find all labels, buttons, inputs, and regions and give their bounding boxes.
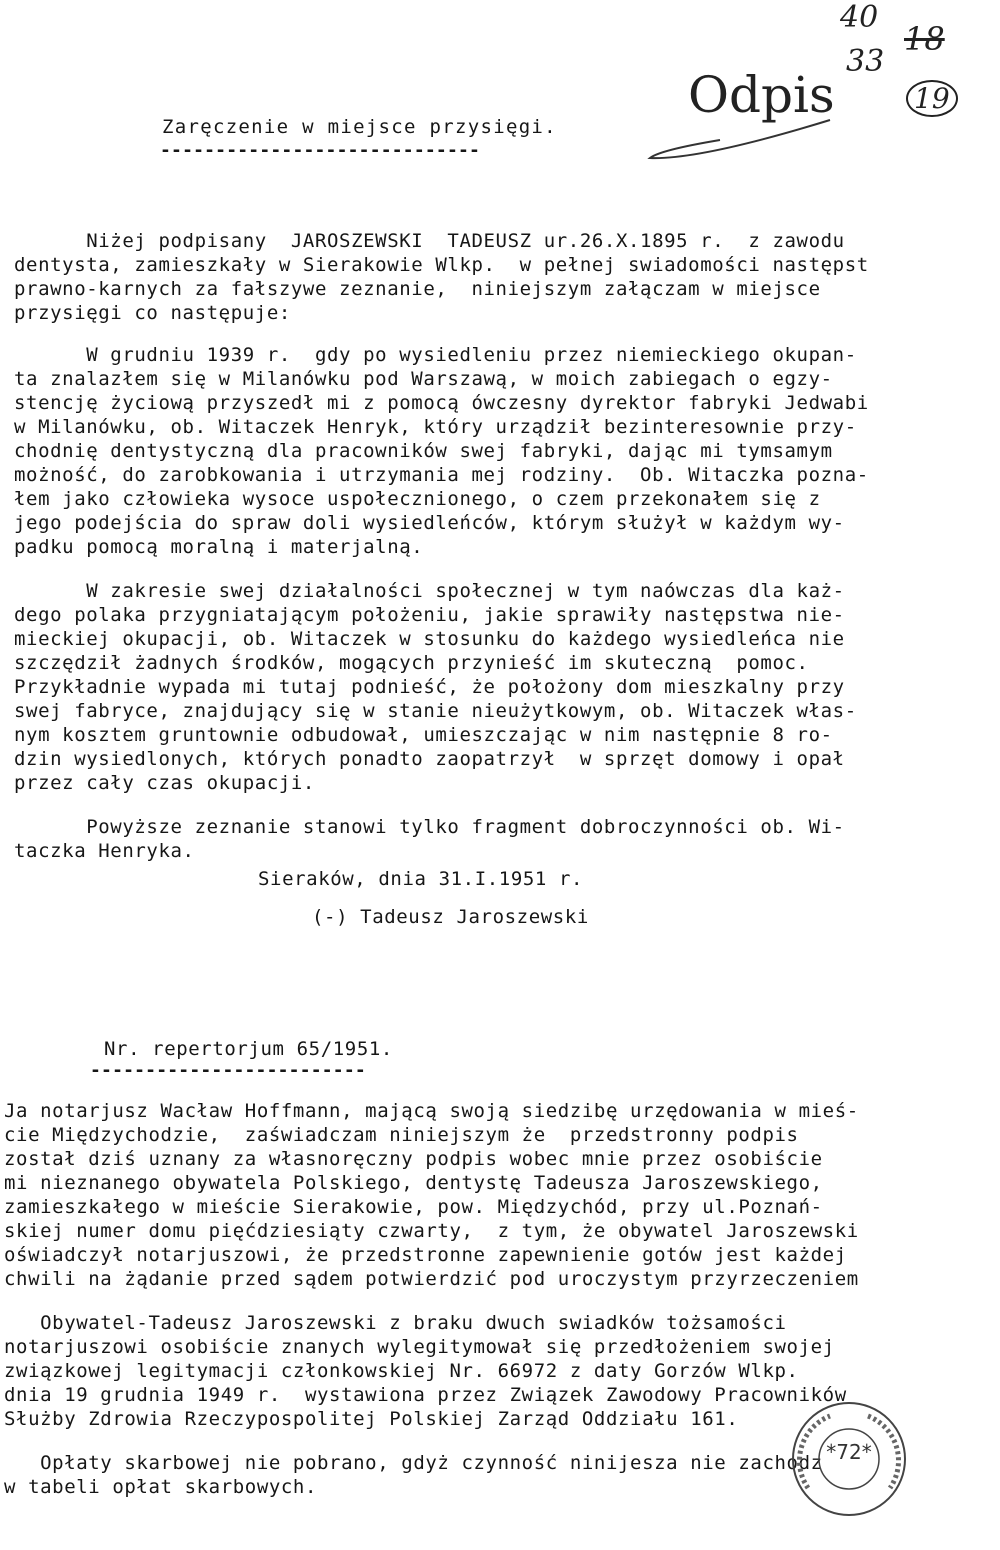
body-line: przez cały czas okupacji.	[14, 772, 315, 794]
archive-number-top: 40	[840, 0, 879, 35]
body-line: możność, do zarobkowania i utrzymania mej rodziny. Ob. Witaczka pozna-	[14, 464, 869, 486]
body-line: W grudniu 1939 r. gdy po wysiedleniu przez niemieckiego okupan-	[14, 344, 857, 366]
notary-line: mi nieznanego obywatela Polskiego, dentystę Tadeusza Jaroszewskiego,	[4, 1172, 823, 1194]
repertory-number: Nr. repertorjum 65/1951.	[104, 1038, 393, 1060]
odpis-swoosh	[0, 0, 1000, 200]
body-line: nym kosztem gruntownie odbudował, umieszczając w nim następnie 8 ro-	[14, 724, 833, 746]
notary-line: zamieszkałego w mieście Sierakowie, pow. Międzychód, przy ul.Poznań-	[4, 1196, 823, 1218]
notary-line: oświadczył notarjuszowi, że przedstronne zapewnienie gotów jest każdej	[4, 1244, 847, 1266]
notary-line: związkowej legitymacji członkowskiej Nr. 66972 z daty Gorzów Wlkp.	[4, 1360, 799, 1382]
body-line: dego polaka przygniatającym położeniu, jakie sprawiły następstwa nie-	[14, 604, 845, 626]
body-line: taczka Henryka.	[14, 840, 195, 862]
body-line: szczędził żadnych środków, mogących przynieść im skuteczną pomoc.	[14, 652, 809, 674]
body-line: dentysta, zamieszkały w Sierakowie Wlkp. w pełnej swiadomości następst	[14, 254, 869, 276]
place-date: Sieraków, dnia 31.I.1951 r.	[258, 868, 584, 890]
odpis-annotation: Odpis	[688, 66, 835, 124]
notary-line: został dziś uznany za własnoręczny podpis wobec mnie przez osobiście	[4, 1148, 823, 1170]
repertory-underline: -------------------------	[90, 1060, 366, 1081]
body-line: prawno-karnych za fałszywe zeznanie, niniejszym załączam w miejsce	[14, 278, 821, 300]
archive-stamp	[790, 1400, 908, 1518]
notary-line: cie Międzychodzie, zaświadczam niniejszym że przedstronny podpis	[4, 1124, 799, 1146]
body-line: ta znalazłem się w Milanówku pod Warszawą, w moich zabiegach o egzy-	[14, 368, 833, 390]
archive-number-circled: 19	[906, 80, 958, 117]
signature: (-) Tadeusz Jaroszewski	[312, 906, 589, 928]
archive-number-crossed: 18	[904, 20, 945, 58]
notary-line: dnia 19 grudnia 1949 r. wystawiona przez Związek Zawodowy Pracowników	[4, 1384, 847, 1406]
notary-line: Służby Zdrowia Rzeczypospolitej Polskiej Zarząd Oddziału 161.	[4, 1408, 739, 1430]
body-line: Powyższe zeznanie stanowi tylko fragment dobroczynności ob. Wi-	[14, 816, 845, 838]
body-line: stencję życiową przyszedł mi z pomocą ówczesny dyrektor fabryki Jedwabi	[14, 392, 869, 414]
body-line: łem jako człowieka wysoce uspołecznionego, o czem przekonałem się z	[14, 488, 821, 510]
body-line: Przykładnie wypada mi tutaj podnieść, że położony dom mieszkalny przy	[14, 676, 845, 698]
notary-line: skiej numer domu pięćdziesiąty czwarty, z tym, że obywatel Jaroszewski	[4, 1220, 859, 1242]
archive-number-mid: 33	[846, 44, 885, 79]
title-underline: -----------------------------	[160, 140, 481, 161]
body-line: przysięgi co następuje:	[14, 302, 291, 324]
body-line: w Milanówku, ob. Witaczek Henryk, który urządził bezinteresownie przy-	[14, 416, 857, 438]
notary-line: Opłaty skarbowej nie pobrano, gdyż czynność ninijesza nie zachodz	[4, 1452, 823, 1474]
notary-line: Obywatel-Tadeusz Jaroszewski z braku dwuch swiadków tożsamości	[4, 1312, 787, 1334]
body-line: mieckiej okupacji, ob. Witaczek w stosunku do każdego wysiedleńca nie	[14, 628, 845, 650]
document-title: Zaręczenie w miejsce przysięgi.	[162, 116, 557, 138]
notary-line: notarjuszowi osobiście znanych wylegitymował się przedłożeniem swojej	[4, 1336, 835, 1358]
body-line: jego podejścia do spraw doli wysiedleńców, którym służył w każdym wy-	[14, 512, 845, 534]
body-line: W zakresie swej działalności społecznej w tym naówczas dla każ-	[14, 580, 845, 602]
archive-stamp-number: *72*	[826, 1440, 872, 1464]
notary-line: chwili na żądanie przed sądem potwierdzić pod uroczystym przyrzeczeniem	[4, 1268, 859, 1290]
body-line: Niżej podpisany JAROSZEWSKI TADEUSZ ur.26.X.1895 r. z zawodu	[14, 230, 845, 252]
body-line: padku pomocą moralną i materjalną.	[14, 536, 424, 558]
notary-line: w tabeli opłat skarbowych.	[4, 1476, 318, 1498]
notary-line: Ja notarjusz Wacław Hoffmann, mającą swoją siedzibę urzędowania w mieś-	[4, 1100, 859, 1122]
body-line: chodnię dentystyczną dla pracowników swej fabryki, dając mi tymsamym	[14, 440, 833, 462]
body-line: swej fabryce, znajdujący się w stanie nieużytkowym, ob. Witaczek włas-	[14, 700, 857, 722]
body-line: dzin wysiedlonych, których ponadto zaopatrzył w sprzęt domowy i opał	[14, 748, 845, 770]
